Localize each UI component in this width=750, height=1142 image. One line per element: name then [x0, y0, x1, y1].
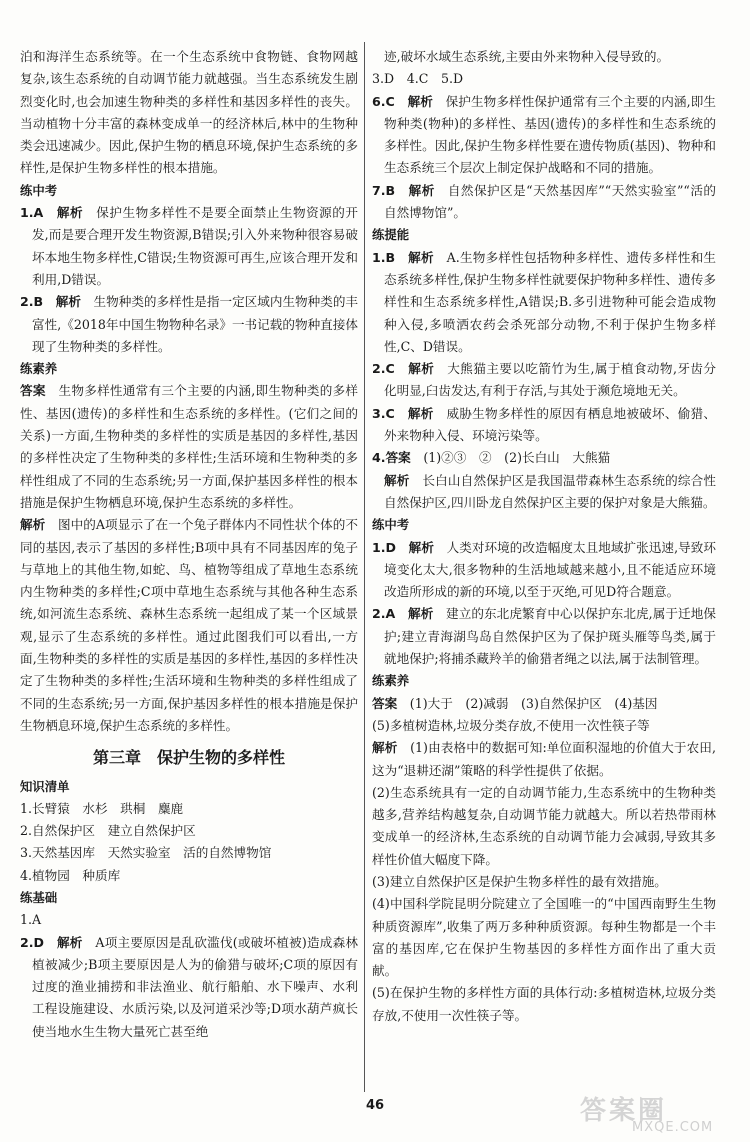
analysis-label: 解析: [384, 472, 410, 488]
answer-label: 2.A 解析: [372, 606, 434, 622]
answer-item: [372, 603, 716, 670]
section-heading-lsy: 练素养: [372, 673, 410, 689]
answer-item: [372, 537, 716, 604]
answer-item: [372, 358, 716, 403]
section-heading-ltn: 练提能: [372, 227, 410, 243]
answer-text: 大熊猫主要以吃箭竹为生,属于植食动物,牙齿分化明显,臼齿发达,有利于存活,与其处于濒危境地无关。: [384, 361, 716, 399]
section-heading-ljc: 练基础: [20, 889, 58, 905]
analysis-item: (4)中国科学院昆明分院建立了全国唯一的“中国西南野生生物种质资源库”,收集了两万多种种质资源。每种生物都是一个丰富的基因库,它在保护生物基因的多样性方面作出了重大贡献。: [372, 896, 716, 979]
answer-label: 答案: [20, 383, 46, 399]
answer-item: (5)多植树造林,垃圾分类存放,不使用一次性筷子等: [372, 717, 650, 733]
analysis-item: [372, 737, 716, 782]
answer-label: 2.D 解析: [20, 934, 83, 950]
watermark-url: MXQE.COM: [632, 1120, 714, 1135]
answer-text: 保护生物多样性不是要全面禁止生物资源的开发,而是要合理开发生物资源,B错误;引入外来物种很容易破坏本地生物多样性,C错误;生物资源可再生,应该合理开发和利用,D错误。: [32, 205, 359, 287]
answer-label: 6.C 解析: [372, 93, 433, 109]
answer-item: [372, 693, 716, 715]
column-divider: [364, 42, 365, 1092]
list-item: 3.D 4.C 5.D: [372, 71, 464, 87]
answer-item: [20, 932, 358, 1043]
answer-item: [372, 91, 716, 180]
answer-label: 2.C 解析: [372, 361, 435, 377]
list-item: 1.A: [20, 912, 42, 928]
answer-text: A.生物多样性包括物种多样性、遗传多样性和生态系统多样性,保护生物多样性就要保护物种多样性、遗传多样性和生态系统多样性,A错误;B.多引进物种可能会造成物种入侵,多喷洒农药会杀死部分动物,不利于保护生物多样性,C、D错误。: [384, 249, 716, 354]
answer-label: 2.B 解析: [20, 294, 81, 310]
section-heading-zsqd: 知识清单: [20, 778, 70, 794]
chapter-title: 第三章 保护生物的多样性: [92, 748, 285, 768]
analysis-item: (3)建立自然保护区是保护生物多样性的最有效措施。: [372, 873, 667, 889]
answer-item: [372, 180, 716, 225]
continued-paragraph: 迹,破坏水域生态系统,主要由外来物种入侵导致的。: [384, 49, 670, 64]
list-item: 1.长臂猿 水杉 珙桐 麋鹿: [20, 800, 184, 816]
answer-item: [372, 247, 716, 358]
section-heading-lzk: 练中考: [372, 517, 410, 533]
intro-paragraph: 泊和海洋生态系统等。在一个生态系统中食物链、食物网越复杂,该生态系统的自动调节能力就越强。当生态系统发生剧烈变化时,也会加速生物种类的多样性和基因多样性的丧失。当动植物十分丰富的森林变成单一的经济林后,林中的生物种类会迅速减少。因此,保护生物的栖息环境,保护生态系统的多样性,是保护生物多样性的根本措施。: [20, 49, 358, 176]
section-heading-lsy: 练素养: [20, 361, 58, 377]
analysis-item: [372, 470, 716, 515]
list-item: 3.天然基因库 天然实验室 活的自然博物馆: [20, 845, 272, 861]
watermark-logo: 答案圈: [580, 1096, 668, 1126]
analysis-text: (1)由表格中的数据可知:单位面积湿地的价值大于农田,这为“退耕还湖”策略的科学性提供了依据。: [372, 740, 716, 778]
answer-text: 保护生物多样性保护通常有三个主要的内涵,即生物种类(物种)的多样性、基因(遗传)的多样性和生态系统的多样性。因此,保护生物多样性要在遗传物质(基因)、物种和生态系统三个层次上制定保护战略和不同的措施。: [384, 93, 716, 176]
analysis-text: 图中的A项显示了在一个兔子群体内不同性状个体的不同的基因,表示了基因的多样性;B项中具有不同基因库的兔子与草地上的其他生物,如蛇、鸟、植物等组成了草地生态系统内生物种类的多样性;C项中草地生态系统与其他各种生态系统,如河流生态系统、森林生态系统一起组成了某一个区域景观,显示了生态系统的多样性。通过此图我们可以看出,一方面,生物种类的多样性的实质是基因的多样性,基因的多样性决定了生物种类的多样性;生活环境和生物种类的多样性组成了不同的生态系统;另一方面,保护基因多样性的根本措施是保护生物栖息环境,保护生态系统的多样性。: [20, 517, 358, 733]
answer-text: A项主要原因是乱砍滥伐(或破坏植被)造成森林植被减少;B项主要原因是人为的偷猎与破坏;C项的原因有过度的渔业捕捞和非法渔业、航行船舶、水下噪声、水利工程设施建设、水质污染,以及河道采沙等;D项水葫芦疯长使当地水生生物大量死亡甚至绝: [32, 934, 358, 1039]
analysis-label: 解析: [372, 740, 398, 756]
answer-text: 生物多样性通常有三个主要的内涵,即生物种类的多样性、基因(遗传)的多样性和生态系统的多样性。(它们之间的关系)一方面,生物种类的多样性的实质是基因的多样性,基因的多样性决定了生物种类的多样性;生活环境和生物种类的多样性组成了不同的生态系统;另一方面,保护基因多样性的根本措施是保护生物栖息环境,保护生态系统的多样性。: [20, 383, 358, 510]
answer-text: 威胁生物多样性的原因有栖息地被破坏、偷猎、外来物种入侵、环境污染等。: [384, 405, 716, 444]
answer-label: 答案: [372, 695, 398, 711]
left-column: [20, 46, 358, 1043]
answer-item: [20, 291, 358, 358]
right-column: [372, 46, 716, 1027]
answer-label: 1.B 解析: [372, 249, 434, 265]
answer-text: 生物种类的多样性是指一定区域内生物种类的丰富性,《2018年中国生物物种名录》一书记载的物种直接体现了生物种类的多样性。: [32, 294, 358, 354]
analysis-label: 解析: [20, 517, 46, 533]
answer-label: 1.D 解析: [372, 539, 434, 555]
analysis-item: (2)生态系统具有一定的自动调节能力,生态系统中的生物种类越多,营养结构越复杂,自动调节能力就越大。所以若热带雨林变成单一的经济林,生态系统的自动调节能力会减弱,导致其多样性价值大幅度下降。: [372, 784, 716, 867]
answer-item: [20, 380, 358, 514]
analysis-item: (5)在保护生物的多样性方面的具体行动:多植树造林,垃圾分类存放,不使用一次性筷子等。: [372, 985, 716, 1023]
answer-label: 1.A 解析: [20, 205, 84, 221]
answer-text: (1)②③ ② (2)长白山 大熊猫: [410, 450, 611, 466]
answer-label: 3.C 解析: [372, 405, 434, 421]
answer-label: 4.答案: [372, 450, 411, 466]
page-number: 46: [365, 1098, 385, 1113]
answer-item: [372, 447, 716, 469]
answer-item: [372, 403, 716, 448]
answer-text: 人类对环境的改造幅度太且地域扩张迅速,导致环境变化太大,很多物种的生活地域越来越小,且不能适应环境改造所形成的新的环境,以至于灭绝,可见D符合题意。: [384, 539, 716, 600]
section-heading-lzk: 练中考: [20, 182, 58, 198]
answer-item: [20, 202, 358, 291]
list-item: 2.自然保护区 建立自然保护区: [20, 823, 196, 839]
answer-label: 7.B 解析: [372, 182, 435, 198]
answer-text: (1)大于 (2)减弱 (3)自然保护区 (4)基因: [397, 695, 658, 711]
analysis-item: [20, 514, 358, 737]
answer-text: 建立的东北虎繁育中心以保护东北虎,属于迁地保护;建立青海湖鸟岛自然保护区为了保护斑头雁等鸟类,属于就地保护;将捕杀藏羚羊的偷猎者绳之以法,属于法制管理。: [384, 606, 716, 667]
analysis-text: 长白山自然保护区是我国温带森林生态系统的综合性自然保护区,四川卧龙自然保护区主要的保护对象是大熊猫。: [384, 472, 717, 510]
answer-text: 自然保护区是“天然基因库”“天然实验室”“活的自然博物馆”。: [384, 182, 716, 221]
list-item: 4.植物园 种质库: [20, 867, 121, 883]
